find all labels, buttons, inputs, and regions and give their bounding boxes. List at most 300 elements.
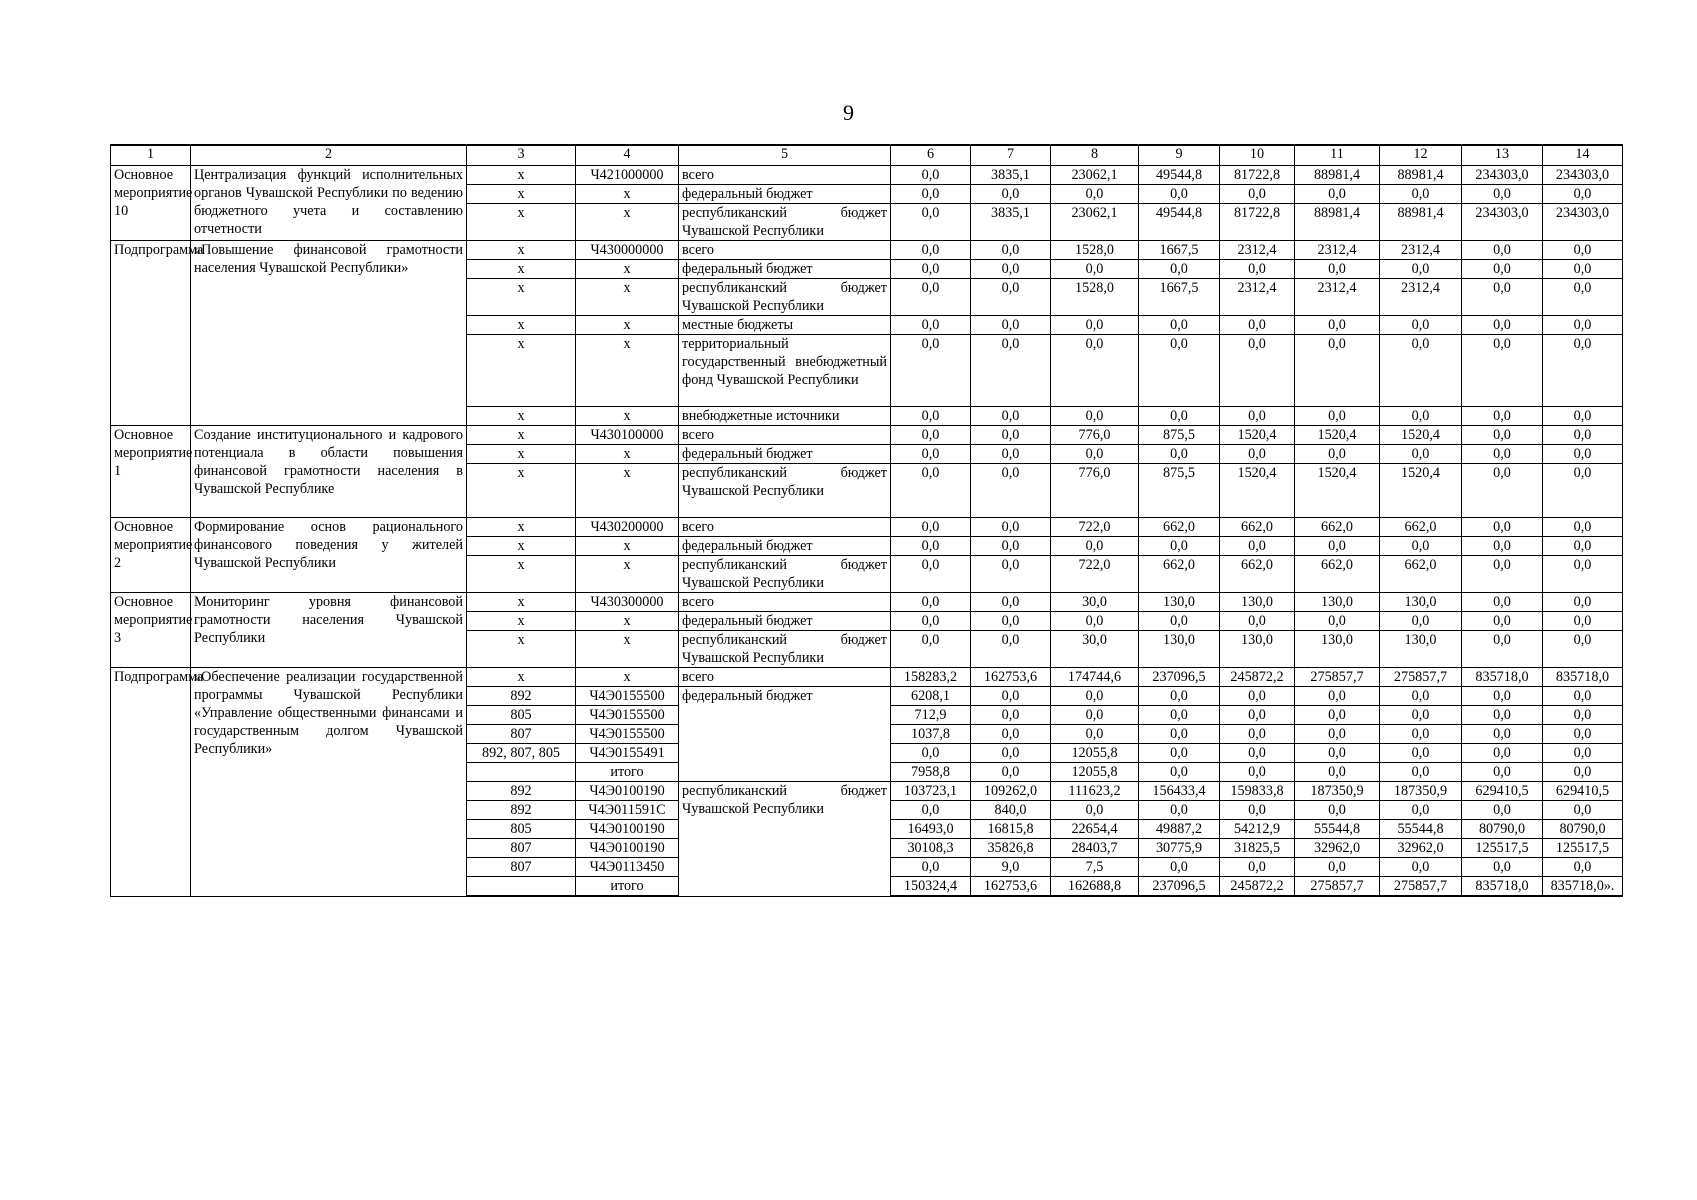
amount-cell: 0,0 [1139, 537, 1220, 556]
amount-cell: 23062,1 [1051, 166, 1139, 185]
code-csr-cell: итого [576, 877, 679, 897]
amount-cell: 0,0 [891, 801, 971, 820]
amount-cell: 0,0 [1139, 316, 1220, 335]
row-kind-cell: Основное мероприятие 1 [111, 426, 191, 518]
amount-cell: 187350,9 [1380, 782, 1462, 801]
amount-cell: 130,0 [1220, 593, 1295, 612]
amount-cell: 629410,5 [1543, 782, 1623, 801]
amount-cell: 30775,9 [1139, 839, 1220, 858]
code-csr-cell: х [576, 185, 679, 204]
amount-cell: 0,0 [1462, 612, 1543, 631]
code-grbs-cell: 807 [467, 858, 576, 877]
amount-cell: 0,0 [1462, 407, 1543, 426]
amount-cell: 0,0 [1220, 744, 1295, 763]
amount-cell: 0,0 [1220, 260, 1295, 279]
code-grbs-cell: х [467, 445, 576, 464]
amount-cell: 0,0 [1543, 858, 1623, 877]
amount-cell: 0,0 [1220, 407, 1295, 426]
amount-cell: 840,0 [971, 801, 1051, 820]
amount-cell: 0,0 [971, 445, 1051, 464]
amount-cell: 7958,8 [891, 763, 971, 782]
amount-cell: 0,0 [1295, 725, 1380, 744]
amount-cell: 156433,4 [1139, 782, 1220, 801]
amount-cell: 0,0 [1543, 612, 1623, 631]
code-grbs-cell: х [467, 631, 576, 668]
amount-cell: 0,0 [1220, 858, 1295, 877]
amount-cell: 0,0 [971, 335, 1051, 407]
code-csr-cell: Ч430000000 [576, 241, 679, 260]
code-csr-cell: Ч4Э0100190 [576, 782, 679, 801]
amount-cell: 0,0 [1462, 335, 1543, 407]
amount-cell: 0,0 [891, 185, 971, 204]
amount-cell: 0,0 [1462, 445, 1543, 464]
amount-cell: 0,0 [971, 537, 1051, 556]
funding-source-cell: всего [679, 241, 891, 260]
amount-cell: 0,0 [1051, 725, 1139, 744]
code-grbs-cell: х [467, 593, 576, 612]
amount-cell: 0,0 [891, 518, 971, 537]
amount-cell: 130,0 [1295, 631, 1380, 668]
header-row [111, 145, 1623, 166]
amount-cell: 1520,4 [1295, 464, 1380, 518]
row-kind-cell: Подпрограмма [111, 668, 191, 897]
amount-cell: 0,0 [1139, 445, 1220, 464]
amount-cell: 0,0 [1543, 316, 1623, 335]
amount-cell: 662,0 [1139, 556, 1220, 593]
amount-cell: 0,0 [1295, 260, 1380, 279]
amount-cell: 722,0 [1051, 556, 1139, 593]
amount-cell: 0,0 [1139, 763, 1220, 782]
page-number: 9 [843, 100, 854, 125]
funding-source-cell: всего [679, 668, 891, 687]
amount-cell: 875,5 [1139, 464, 1220, 518]
amount-cell: 0,0 [971, 316, 1051, 335]
funding-source-cell: всего [679, 166, 891, 185]
amount-cell: 30108,3 [891, 839, 971, 858]
amount-cell: 130,0 [1380, 631, 1462, 668]
code-csr-cell: х [576, 204, 679, 241]
table-row [111, 426, 1623, 445]
amount-cell: 30,0 [1051, 631, 1139, 668]
amount-cell: 35826,8 [971, 839, 1051, 858]
amount-cell: 3835,1 [971, 166, 1051, 185]
amount-cell: 662,0 [1380, 556, 1462, 593]
amount-cell: 275857,7 [1295, 668, 1380, 687]
amount-cell: 662,0 [1295, 518, 1380, 537]
amount-cell: 88981,4 [1380, 166, 1462, 185]
row-title-cell: Мониторинг уровня финансовой грамотности населения Чувашской Республики [191, 593, 467, 668]
code-grbs-cell: х [467, 166, 576, 185]
amount-cell: 88981,4 [1295, 166, 1380, 185]
row-title-cell: Централизация функций исполнительных органов Чувашской Республики по ведению бюджетного учета и составлению отчетности [191, 166, 467, 241]
amount-cell: 712,9 [891, 706, 971, 725]
code-csr-cell: х [576, 668, 679, 687]
amount-cell: 0,0 [1380, 858, 1462, 877]
amount-cell: 150324,4 [891, 877, 971, 897]
amount-cell: 662,0 [1295, 556, 1380, 593]
amount-cell: 234303,0 [1543, 204, 1623, 241]
table-row [111, 518, 1623, 537]
amount-cell: 835718,0 [1543, 668, 1623, 687]
amount-cell: 111623,2 [1051, 782, 1139, 801]
amount-cell: 12055,8 [1051, 744, 1139, 763]
amount-cell: 0,0 [1139, 407, 1220, 426]
amount-cell: 0,0 [891, 556, 971, 593]
row-kind-cell: Основное мероприятие 2 [111, 518, 191, 593]
amount-cell: 0,0 [1051, 185, 1139, 204]
amount-cell: 0,0 [1462, 744, 1543, 763]
amount-cell: 0,0 [1220, 725, 1295, 744]
code-grbs-cell: х [467, 668, 576, 687]
amount-cell: 0,0 [1220, 185, 1295, 204]
code-grbs-cell: х [467, 537, 576, 556]
code-grbs-cell: х [467, 316, 576, 335]
amount-cell: 130,0 [1295, 593, 1380, 612]
code-grbs-cell: 807 [467, 839, 576, 858]
amount-cell: 0,0 [1220, 706, 1295, 725]
amount-cell: 0,0 [1543, 706, 1623, 725]
amount-cell: 0,0 [971, 464, 1051, 518]
amount-cell: 0,0 [1295, 858, 1380, 877]
col-header: 9 [1139, 145, 1220, 166]
amount-cell: 49887,2 [1139, 820, 1220, 839]
amount-cell: 0,0 [1220, 316, 1295, 335]
funding-source-cell: федеральный бюджет [679, 260, 891, 279]
table-row [111, 668, 1623, 687]
amount-cell: 0,0 [1543, 593, 1623, 612]
amount-cell: 0,0 [1380, 316, 1462, 335]
amount-cell: 80790,0 [1543, 820, 1623, 839]
amount-cell: 0,0 [1462, 316, 1543, 335]
code-csr-cell: Ч4Э0113450 [576, 858, 679, 877]
amount-cell: 0,0 [891, 166, 971, 185]
amount-cell: 88981,4 [1380, 204, 1462, 241]
amount-cell: 0,0 [1220, 335, 1295, 407]
code-csr-cell: Ч430200000 [576, 518, 679, 537]
code-csr-cell: Ч4Э0155500 [576, 687, 679, 706]
funding-source-cell: внебюджетные источники [679, 407, 891, 426]
code-grbs-cell: 807 [467, 725, 576, 744]
col-header: 7 [971, 145, 1051, 166]
amount-cell: 0,0 [1139, 858, 1220, 877]
col-header: 12 [1380, 145, 1462, 166]
code-csr-cell: х [576, 407, 679, 426]
amount-cell: 16815,8 [971, 820, 1051, 839]
code-grbs-cell: 805 [467, 706, 576, 725]
amount-cell: 1667,5 [1139, 279, 1220, 316]
code-csr-cell: Ч4Э011591С [576, 801, 679, 820]
amount-cell: 0,0 [1220, 801, 1295, 820]
code-csr-cell: Ч4Э0155491 [576, 744, 679, 763]
amount-cell: 0,0 [1051, 445, 1139, 464]
amount-cell: 0,0 [1220, 537, 1295, 556]
amount-cell: 0,0 [1543, 464, 1623, 518]
amount-cell: 0,0 [891, 204, 971, 241]
col-header: 4 [576, 145, 679, 166]
amount-cell: 0,0 [1220, 612, 1295, 631]
amount-cell: 0,0 [1543, 687, 1623, 706]
amount-cell: 0,0 [1380, 260, 1462, 279]
code-csr-cell: итого [576, 763, 679, 782]
col-header: 1 [111, 145, 191, 166]
amount-cell: 0,0 [1380, 763, 1462, 782]
amount-cell: 81722,8 [1220, 166, 1295, 185]
amount-cell: 629410,5 [1462, 782, 1543, 801]
amount-cell: 0,0 [1543, 801, 1623, 820]
amount-cell: 0,0 [1543, 445, 1623, 464]
amount-cell: 0,0 [1543, 537, 1623, 556]
amount-cell: 130,0 [1220, 631, 1295, 668]
amount-cell: 0,0 [1543, 185, 1623, 204]
amount-cell: 0,0 [1380, 185, 1462, 204]
amount-cell: 0,0 [1462, 631, 1543, 668]
amount-cell: 0,0 [971, 763, 1051, 782]
amount-cell: 245872,2 [1220, 668, 1295, 687]
amount-cell: 0,0 [1220, 763, 1295, 782]
funding-source-cell: федеральный бюджет [679, 687, 891, 782]
code-grbs-cell: х [467, 612, 576, 631]
amount-cell: 0,0 [1139, 801, 1220, 820]
amount-cell: 237096,5 [1139, 877, 1220, 897]
amount-cell: 0,0 [1462, 260, 1543, 279]
amount-cell: 0,0 [1543, 725, 1623, 744]
amount-cell: 0,0 [1462, 801, 1543, 820]
funding-source-cell: федеральный бюджет [679, 537, 891, 556]
amount-cell: 0,0 [1380, 687, 1462, 706]
table-row [111, 241, 1623, 260]
amount-cell: 12055,8 [1051, 763, 1139, 782]
amount-cell: 0,0 [971, 518, 1051, 537]
amount-cell: 1667,5 [1139, 241, 1220, 260]
amount-cell: 6208,1 [891, 687, 971, 706]
code-csr-cell: х [576, 445, 679, 464]
amount-cell: 0,0 [1462, 464, 1543, 518]
amount-cell: 0,0 [1380, 725, 1462, 744]
table-body [111, 166, 1623, 897]
amount-cell: 162753,6 [971, 668, 1051, 687]
amount-cell: 0,0 [1462, 593, 1543, 612]
amount-cell: 835718,0». [1543, 877, 1623, 897]
col-header: 13 [1462, 145, 1543, 166]
code-csr-cell: х [576, 279, 679, 316]
amount-cell: 0,0 [1295, 445, 1380, 464]
amount-cell: 2312,4 [1295, 279, 1380, 316]
funding-source-cell: республиканский бюджет Чувашской Республики [679, 279, 891, 316]
code-grbs-cell: х [467, 204, 576, 241]
amount-cell: 0,0 [971, 593, 1051, 612]
amount-cell: 0,0 [891, 260, 971, 279]
amount-cell: 0,0 [1051, 687, 1139, 706]
amount-cell: 1528,0 [1051, 241, 1139, 260]
amount-cell: 0,0 [891, 744, 971, 763]
amount-cell: 0,0 [1295, 316, 1380, 335]
amount-cell: 55544,8 [1295, 820, 1380, 839]
amount-cell: 0,0 [1543, 763, 1623, 782]
amount-cell: 0,0 [891, 537, 971, 556]
amount-cell: 88981,4 [1295, 204, 1380, 241]
funding-source-cell: республиканский бюджет Чувашской Республики [679, 204, 891, 241]
col-header: 10 [1220, 145, 1295, 166]
amount-cell: 0,0 [1543, 335, 1623, 407]
funding-source-cell: республиканский бюджет Чувашской Республики [679, 556, 891, 593]
amount-cell: 776,0 [1051, 426, 1139, 445]
amount-cell: 0,0 [1543, 518, 1623, 537]
row-title-cell: «Обеспечение реализации государственной программы Чувашской Республики «Управление общественными финансами и государственным долгом Чувашской Республики» [191, 668, 467, 897]
amount-cell: 875,5 [1139, 426, 1220, 445]
amount-cell: 0,0 [1139, 706, 1220, 725]
code-csr-cell: х [576, 556, 679, 593]
code-grbs-cell: х [467, 407, 576, 426]
amount-cell: 0,0 [1295, 706, 1380, 725]
amount-cell: 130,0 [1139, 593, 1220, 612]
amount-cell: 125517,5 [1462, 839, 1543, 858]
amount-cell: 2312,4 [1295, 241, 1380, 260]
amount-cell: 0,0 [1051, 801, 1139, 820]
amount-cell: 0,0 [891, 241, 971, 260]
code-grbs-cell: х [467, 556, 576, 593]
row-title-cell: Формирование основ рационального финансового поведения у жителей Чувашской Республики [191, 518, 467, 593]
code-grbs-cell: х [467, 185, 576, 204]
amount-cell: 2312,4 [1380, 241, 1462, 260]
amount-cell: 0,0 [1462, 556, 1543, 593]
code-grbs-cell: 892 [467, 782, 576, 801]
amount-cell: 275857,7 [1380, 877, 1462, 897]
amount-cell: 0,0 [1543, 744, 1623, 763]
code-grbs-cell [467, 763, 576, 782]
amount-cell: 0,0 [971, 744, 1051, 763]
amount-cell: 0,0 [1295, 185, 1380, 204]
amount-cell: 0,0 [1462, 858, 1543, 877]
amount-cell: 0,0 [1543, 631, 1623, 668]
amount-cell: 16493,0 [891, 820, 971, 839]
amount-cell: 2312,4 [1380, 279, 1462, 316]
amount-cell: 234303,0 [1543, 166, 1623, 185]
amount-cell: 237096,5 [1139, 668, 1220, 687]
funding-source-cell: республиканский бюджет Чувашской Республики [679, 631, 891, 668]
funding-source-cell: территориальный государственный внебюджетный фонд Чувашской Республики [679, 335, 891, 407]
amount-cell: 835718,0 [1462, 668, 1543, 687]
code-csr-cell: Ч430100000 [576, 426, 679, 445]
amount-cell: 0,0 [1295, 612, 1380, 631]
code-grbs-cell: х [467, 279, 576, 316]
amount-cell: 0,0 [971, 279, 1051, 316]
amount-cell: 0,0 [1139, 744, 1220, 763]
amount-cell: 0,0 [1220, 445, 1295, 464]
amount-cell: 0,0 [891, 445, 971, 464]
code-grbs-cell: 892 [467, 801, 576, 820]
amount-cell: 55544,8 [1380, 820, 1462, 839]
code-csr-cell: Ч421000000 [576, 166, 679, 185]
amount-cell: 835718,0 [1462, 877, 1543, 897]
code-csr-cell: Ч430300000 [576, 593, 679, 612]
amount-cell: 0,0 [1380, 537, 1462, 556]
amount-cell: 662,0 [1139, 518, 1220, 537]
funding-source-cell: всего [679, 593, 891, 612]
table-row [111, 166, 1623, 185]
amount-cell: 0,0 [971, 725, 1051, 744]
amount-cell: 662,0 [1220, 518, 1295, 537]
amount-cell: 0,0 [1543, 556, 1623, 593]
code-grbs-cell: х [467, 241, 576, 260]
amount-cell: 81722,8 [1220, 204, 1295, 241]
amount-cell: 0,0 [1543, 260, 1623, 279]
amount-cell: 3835,1 [971, 204, 1051, 241]
col-header: 5 [679, 145, 891, 166]
code-csr-cell: х [576, 316, 679, 335]
amount-cell: 275857,7 [1380, 668, 1462, 687]
amount-cell: 0,0 [1295, 763, 1380, 782]
amount-cell: 0,0 [971, 706, 1051, 725]
amount-cell: 0,0 [891, 407, 971, 426]
amount-cell: 0,0 [1462, 763, 1543, 782]
amount-cell: 0,0 [971, 260, 1051, 279]
amount-cell: 0,0 [1462, 725, 1543, 744]
budget-table [110, 144, 1623, 897]
amount-cell: 0,0 [971, 631, 1051, 668]
amount-cell: 275857,7 [1295, 877, 1380, 897]
col-header: 3 [467, 145, 576, 166]
amount-cell: 0,0 [1051, 260, 1139, 279]
amount-cell: 0,0 [971, 241, 1051, 260]
col-header: 14 [1543, 145, 1623, 166]
amount-cell: 0,0 [1462, 687, 1543, 706]
code-csr-cell: х [576, 260, 679, 279]
amount-cell: 0,0 [1462, 518, 1543, 537]
amount-cell: 0,0 [1543, 279, 1623, 316]
amount-cell: 0,0 [891, 631, 971, 668]
amount-cell: 0,0 [1295, 407, 1380, 426]
code-grbs-cell: х [467, 518, 576, 537]
amount-cell: 32962,0 [1380, 839, 1462, 858]
amount-cell: 49544,8 [1139, 166, 1220, 185]
amount-cell: 0,0 [1051, 612, 1139, 631]
amount-cell: 0,0 [971, 185, 1051, 204]
amount-cell: 30,0 [1051, 593, 1139, 612]
amount-cell: 0,0 [971, 612, 1051, 631]
amount-cell: 23062,1 [1051, 204, 1139, 241]
code-grbs-cell: х [467, 464, 576, 518]
amount-cell: 0,0 [1051, 316, 1139, 335]
amount-cell: 234303,0 [1462, 166, 1543, 185]
amount-cell: 0,0 [891, 612, 971, 631]
funding-source-cell: республиканский бюджет Чувашской Республики [679, 464, 891, 518]
table-row [111, 593, 1623, 612]
amount-cell: 103723,1 [891, 782, 971, 801]
amount-cell: 0,0 [1220, 687, 1295, 706]
amount-cell: 187350,9 [1295, 782, 1380, 801]
amount-cell: 0,0 [891, 316, 971, 335]
funding-source-cell: всего [679, 426, 891, 445]
amount-cell: 174744,6 [1051, 668, 1139, 687]
amount-cell: 0,0 [1462, 426, 1543, 445]
col-header: 6 [891, 145, 971, 166]
amount-cell: 0,0 [1462, 706, 1543, 725]
amount-cell: 0,0 [1380, 407, 1462, 426]
amount-cell: 662,0 [1380, 518, 1462, 537]
amount-cell: 0,0 [971, 556, 1051, 593]
row-title-cell: «Повышение финансовой грамотности населения Чувашской Республики» [191, 241, 467, 426]
funding-source-cell: федеральный бюджет [679, 612, 891, 631]
amount-cell: 32962,0 [1295, 839, 1380, 858]
amount-cell: 0,0 [1139, 725, 1220, 744]
amount-cell: 0,0 [1295, 744, 1380, 763]
amount-cell: 776,0 [1051, 464, 1139, 518]
amount-cell: 0,0 [1051, 335, 1139, 407]
amount-cell: 0,0 [1139, 260, 1220, 279]
amount-cell: 0,0 [971, 407, 1051, 426]
amount-cell: 1037,8 [891, 725, 971, 744]
code-csr-cell: Ч4Э0155500 [576, 725, 679, 744]
